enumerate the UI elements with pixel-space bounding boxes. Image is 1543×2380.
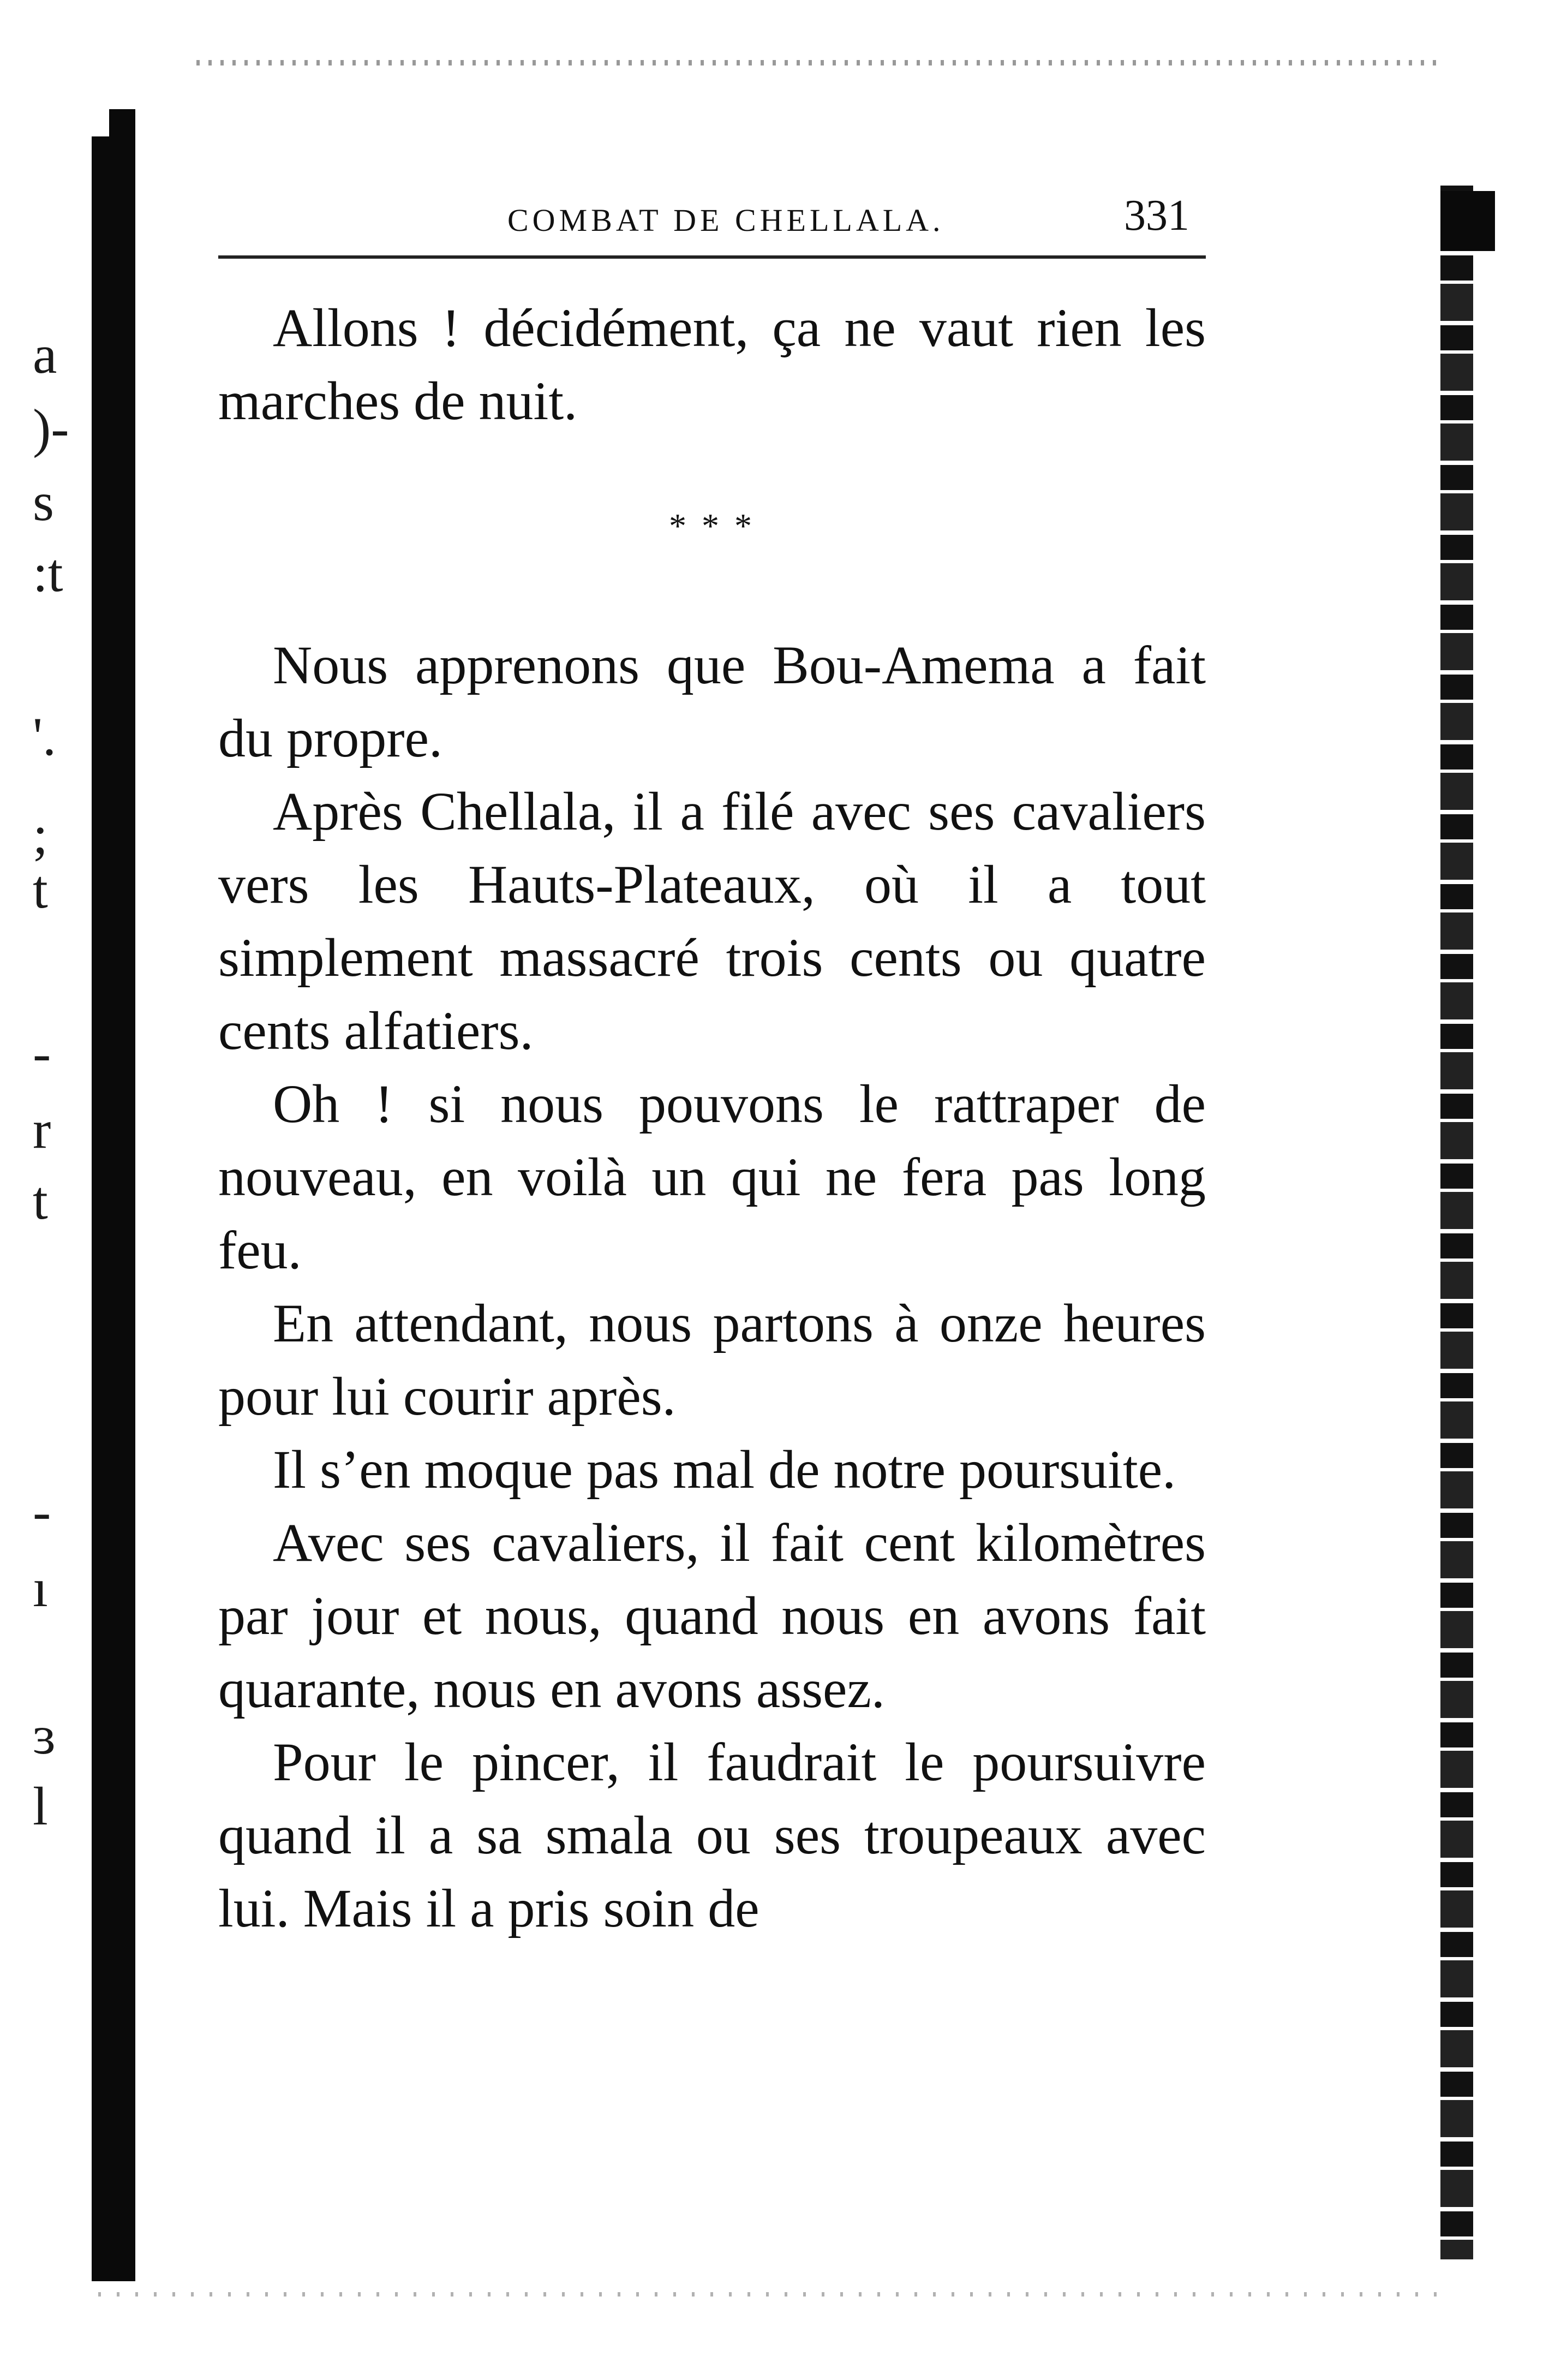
running-title: COMBAT DE CHELLALA. [507, 202, 944, 238]
running-head [218, 180, 1206, 251]
header-rule [218, 255, 1206, 259]
margin-letter: a [33, 324, 57, 385]
paragraph: Pour le pincer, il faudrait le poursuivre quand il a sa smala ou ses troupeaux avec lui. Mais il a pris soin de [218, 1732, 1206, 1938]
paragraph: Nous apprenons que Bou-Amema a fait du propre. [218, 635, 1206, 768]
paragraph: Après Chellala, il a filé avec ses cavaliers vers les Hauts-Plateaux, où il a tout simplement massacré trois cents ou quatre cents alfatiers. [218, 781, 1206, 1061]
section-break [218, 506, 1206, 547]
binding-shadow [92, 136, 135, 2281]
top-scan-noise [196, 60, 1440, 65]
margin-letter: l [33, 1776, 48, 1836]
margin-letter: ı [33, 1558, 48, 1618]
margin-letter: :t [33, 542, 63, 603]
margin-letter: t [33, 1170, 48, 1231]
page-body [218, 291, 1206, 1945]
margin-letter: '. [33, 706, 57, 767]
book-page [218, 180, 1206, 1945]
margin-letter: r [33, 1099, 51, 1160]
margin-letter: t [33, 859, 48, 920]
margin-letter: )- [33, 398, 69, 458]
paragraph: Avec ses cavaliers, il fait cent kilomètres par jour et nous, quand nous en avons fait quarante, nous en avons assez. [218, 1512, 1206, 1719]
paragraph: Oh ! si nous pouvons le rattraper de nouveau, en voilà un qui ne fera pas long feu. [218, 1073, 1206, 1280]
margin-letter: ɜ [33, 1705, 56, 1765]
scan-edge-artifact [1440, 186, 1473, 2259]
paragraph: Allons ! décidément, ça ne vaut rien les marches de nuit. [218, 297, 1206, 431]
margin-letter: - [33, 1481, 51, 1542]
margin-letter: ; [33, 804, 48, 865]
page-number: 331 [1124, 192, 1189, 240]
margin-letter: - [33, 1023, 51, 1083]
section-break-text: * * * [669, 506, 755, 545]
margin-letter: s [33, 472, 54, 532]
binding-shadow-top [109, 109, 135, 142]
paragraph: Il s’en moque pas mal de notre poursuite. [273, 1439, 1176, 1500]
bottom-scan-noise [98, 2292, 1440, 2297]
paragraph: En attendant, nous partons à onze heures pour lui courir après. [218, 1293, 1206, 1427]
scan-edge-block [1440, 191, 1495, 251]
